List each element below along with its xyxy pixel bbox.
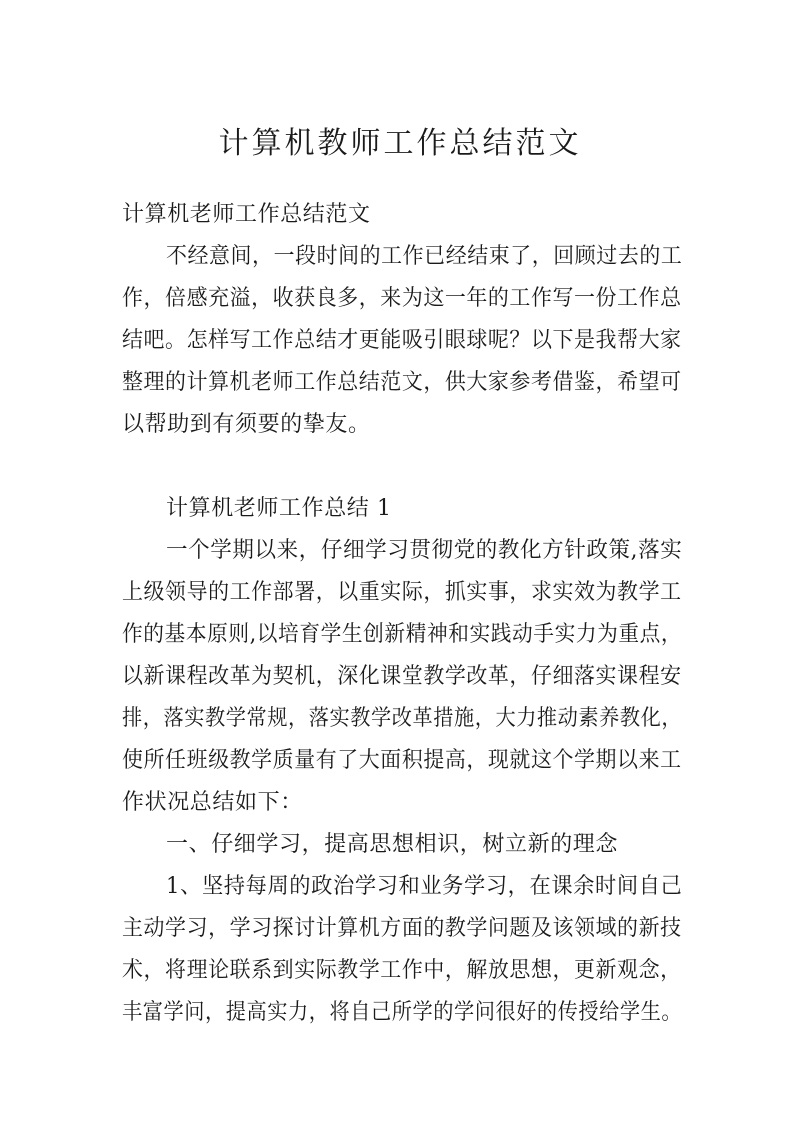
intro-line: 结吧。怎样写工作总结才更能吸引眼球呢？以下是我帮大家 — [122, 328, 682, 353]
section-line: 排，落实教学常规，落实教学改革措施，大力推动素养教化， — [122, 706, 683, 731]
section-line: 作状况总结如下： — [122, 790, 303, 815]
document-subtitle: 计算机老师工作总结范文 — [122, 202, 371, 227]
point-line: 丰富学问，提高实力，将自己所学的学问很好的传授给学生。 — [122, 1000, 683, 1025]
point-heading: 一、仔细学习，提高思想相识，树立新的理念 — [166, 832, 619, 857]
section-line: 以新课程改革为契机，深化课堂教学改革，仔细落实课程安 — [122, 664, 682, 689]
point-line: 主动学习，学习探讨计算机方面的教学问题及该领域的新技 — [122, 916, 682, 941]
intro-line: 整理的计算机老师工作总结范文，供大家参考借鉴，希望可 — [122, 370, 682, 395]
section-line: 作的基本原则,以培育学生创新精神和实践动手实力为重点， — [122, 622, 683, 647]
intro-line: 作，倍感充溢，收获良多，来为这一年的工作写一份工作总 — [122, 286, 682, 311]
intro-line: 以帮助到有须要的挚友。 — [122, 412, 371, 437]
intro-line: 不经意间，一段时间的工作已经结束了，回顾过去的工 — [166, 244, 683, 269]
section-line: 上级领导的工作部署，以重实际，抓实事，求实效为教学工 — [122, 580, 682, 605]
point-line: 术，将理论联系到实际教学工作中，解放思想，更新观念， — [122, 958, 682, 983]
section-heading: 计算机老师工作总结 1 — [166, 496, 392, 521]
document-title: 计算机教师工作总结范文 — [218, 126, 582, 161]
section-line: 一个学期以来，仔细学习贯彻党的教化方针政策,落实 — [166, 538, 683, 563]
point-line: 1、坚持每周的政治学习和业务学习，在课余时间自己 — [166, 874, 683, 899]
section-line: 使所任班级教学质量有了大面积提高，现就这个学期以来工 — [122, 748, 682, 773]
